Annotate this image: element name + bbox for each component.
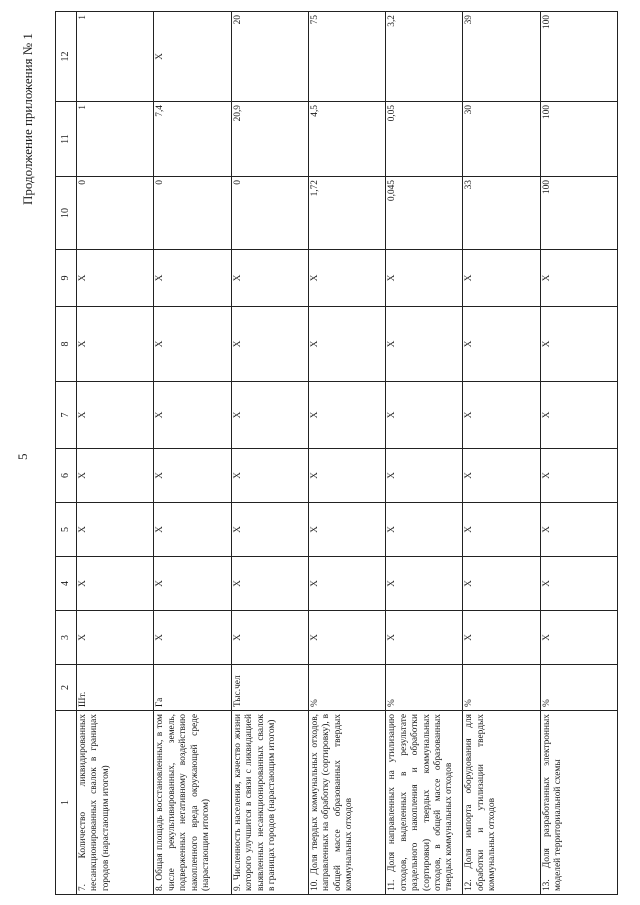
value-cell: 20 <box>231 12 308 102</box>
value-cell: X <box>231 382 308 449</box>
value-cell: X <box>77 307 154 382</box>
value-cell: X <box>231 503 308 557</box>
table-row <box>463 12 540 895</box>
appendix-continuation-note: Продолжение приложения № 1 <box>20 33 35 205</box>
value-cell: X <box>154 557 231 611</box>
value-cell: X <box>77 382 154 449</box>
value-cell: X <box>231 611 308 665</box>
unit-cell: % <box>463 665 540 711</box>
value-cell: 100 <box>540 102 617 177</box>
indicator-name-cell: 10. Доля твердых коммунальных отходов, направленных на обработку (сортировку), в общей массе образованных твердых коммунальных отходов <box>308 711 385 895</box>
indicator-name-cell: 8. Общая площадь восстановленных, в том числе рекультивированных, земель, подверженных негативному воздействию накопленного вреда окружающей среде (нарастающим итогом) <box>154 711 231 895</box>
table-body <box>77 12 618 895</box>
indicator-name-cell: 11. Доля направленных на утилизацию отходов, выделенных в результате раздельного накопления и обработки (сортировки) твердых коммунальных отходов, в общей массе образованных твердых коммунальных отходов <box>386 711 463 895</box>
table-row <box>77 12 154 895</box>
value-cell: X <box>77 250 154 307</box>
table-row <box>540 12 617 895</box>
value-cell: 100 <box>540 12 617 102</box>
value-cell: X <box>463 557 540 611</box>
table-row <box>231 12 308 895</box>
value-cell: X <box>540 382 617 449</box>
value-cell: X <box>463 611 540 665</box>
column-header: 12 <box>56 12 77 102</box>
value-cell: X <box>77 557 154 611</box>
indicator-name-cell: 13. Доля разработанных электронных моделей территориальной схемы <box>540 711 617 895</box>
value-cell: X <box>308 307 385 382</box>
value-cell: X <box>463 307 540 382</box>
value-cell: X <box>154 449 231 503</box>
table-row <box>386 12 463 895</box>
column-header: 1 <box>56 711 77 895</box>
value-cell: X <box>386 307 463 382</box>
value-cell: X <box>540 503 617 557</box>
value-cell: X <box>154 382 231 449</box>
unit-cell: Тыс.чел <box>231 665 308 711</box>
column-header: 10 <box>56 177 77 250</box>
table-row <box>308 12 385 895</box>
indicator-name-cell: 9. Численность населения, качество жизни которого улучшится в связи с ликвидацией выявленных несанкционированных свалок в границах городов (нарастающим итогом) <box>231 711 308 895</box>
value-cell: X <box>463 503 540 557</box>
unit-cell: Шт. <box>77 665 154 711</box>
value-cell: X <box>308 503 385 557</box>
table-header-row <box>56 12 77 895</box>
value-cell: X <box>231 250 308 307</box>
value-cell: X <box>386 557 463 611</box>
value-cell: 7,4 <box>154 102 231 177</box>
value-cell: 0 <box>231 177 308 250</box>
page-number: 5 <box>15 453 30 460</box>
column-header: 3 <box>56 611 77 665</box>
column-header: 5 <box>56 503 77 557</box>
value-cell: X <box>540 611 617 665</box>
value-cell: 0 <box>77 177 154 250</box>
value-cell: 75 <box>308 12 385 102</box>
value-cell: X <box>386 611 463 665</box>
value-cell: 0,045 <box>386 177 463 250</box>
unit-cell: % <box>540 665 617 711</box>
value-cell: X <box>154 250 231 307</box>
indicator-name-cell: 7. Количество ликвидированных несанкционированных свалок в границах городов (нарастающим итогом) <box>77 711 154 895</box>
value-cell: X <box>540 250 617 307</box>
column-header: 9 <box>56 250 77 307</box>
value-cell: X <box>386 503 463 557</box>
indicator-name-cell: 12. Доля импорта оборудования для обработки и утилизации твердых коммунальных отходов <box>463 711 540 895</box>
value-cell: 0 <box>154 177 231 250</box>
value-cell: X <box>77 449 154 503</box>
column-header: 4 <box>56 557 77 611</box>
value-cell: 39 <box>463 12 540 102</box>
value-cell: X <box>154 503 231 557</box>
value-cell: X <box>308 382 385 449</box>
value-cell: X <box>231 557 308 611</box>
value-cell: X <box>386 382 463 449</box>
value-cell: X <box>231 449 308 503</box>
value-cell: X <box>308 557 385 611</box>
value-cell: X <box>463 382 540 449</box>
value-cell: X <box>154 611 231 665</box>
value-cell: X <box>540 557 617 611</box>
value-cell: X <box>154 12 231 102</box>
value-cell: X <box>540 449 617 503</box>
value-cell: X <box>77 611 154 665</box>
column-header: 8 <box>56 307 77 382</box>
value-cell: X <box>308 449 385 503</box>
column-header: 6 <box>56 449 77 503</box>
value-cell: 1 <box>77 102 154 177</box>
value-cell: X <box>540 307 617 382</box>
value-cell: 1,72 <box>308 177 385 250</box>
unit-cell: % <box>308 665 385 711</box>
value-cell: X <box>463 449 540 503</box>
value-cell: 1 <box>77 12 154 102</box>
value-cell: 0,05 <box>386 102 463 177</box>
value-cell: X <box>154 307 231 382</box>
value-cell: 100 <box>540 177 617 250</box>
value-cell: X <box>386 449 463 503</box>
value-cell: 20,9 <box>231 102 308 177</box>
value-cell: X <box>308 611 385 665</box>
value-cell: 4,5 <box>308 102 385 177</box>
value-cell: X <box>308 250 385 307</box>
value-cell: X <box>386 250 463 307</box>
value-cell: X <box>231 307 308 382</box>
unit-cell: Га <box>154 665 231 711</box>
value-cell: 33 <box>463 177 540 250</box>
unit-cell: % <box>386 665 463 711</box>
value-cell: 3,2 <box>386 12 463 102</box>
value-cell: X <box>463 250 540 307</box>
indicators-table <box>55 11 618 895</box>
value-cell: X <box>77 503 154 557</box>
column-header: 2 <box>56 665 77 711</box>
column-header: 7 <box>56 382 77 449</box>
table-row <box>154 12 231 895</box>
value-cell: 30 <box>463 102 540 177</box>
column-header: 11 <box>56 102 77 177</box>
